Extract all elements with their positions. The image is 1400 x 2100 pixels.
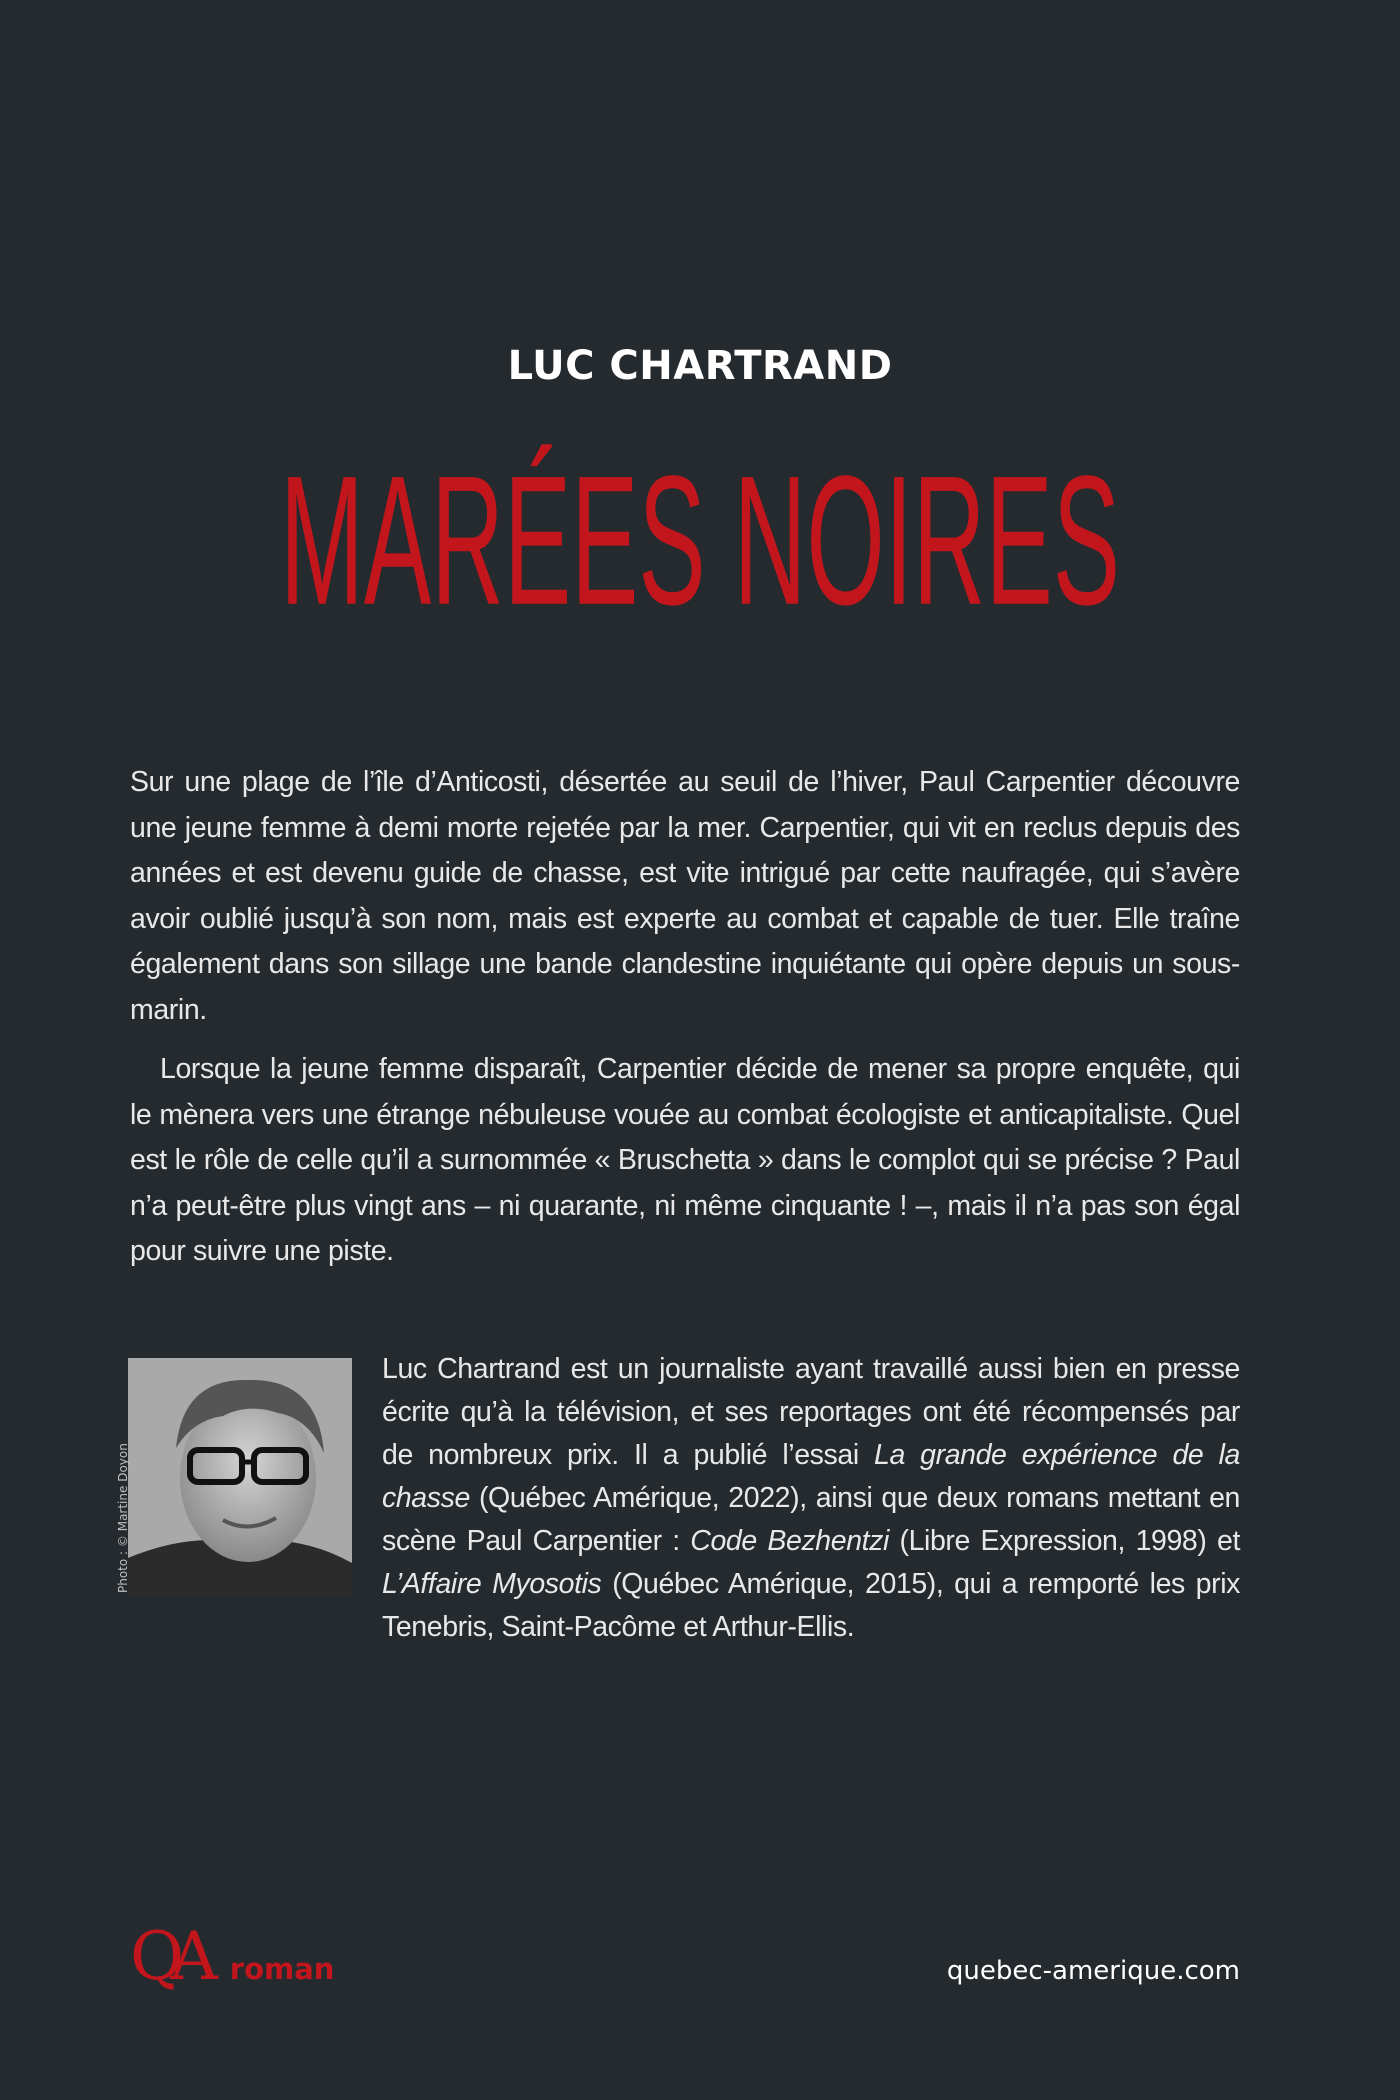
synopsis-paragraph-1: Sur une plage de l’île d’Anticosti, désertée au seuil de l’hiver, Paul Carpentier découvre une jeune femme à demi morte rejetée par la mer. Carpentier, qui vit en reclus depuis des années et est devenu guide de chasse, est vite intrigué par cette naufragée, qui s’avère avoir oublié jusqu’à son nom, mais est experte au combat et capable de tuer. Elle traîne également dans son sillage une bande clandestine inquiétante qui opère depuis un sous-marin. xyxy=(130,766,1240,1026)
publisher-logo xyxy=(130,1918,334,1995)
bio-title-essay: La grande expérience de la chasse xyxy=(382,1439,1240,1514)
author-bio xyxy=(382,1348,1240,1649)
photo-credit: Photo : © Martine Doyon xyxy=(116,1443,130,1593)
book-title-text: MARÉES NOIRES xyxy=(279,440,1120,630)
publisher-website: quebec-amerique.com xyxy=(946,1956,1240,1986)
synopsis xyxy=(130,760,1240,1275)
collection-label: roman xyxy=(229,1952,335,1986)
publisher-logo-mark: QA xyxy=(130,1918,204,1995)
synopsis-paragraph-2: Lorsque la jeune femme disparaît, Carpentier décide de mener sa propre enquête, qui le mènera vers une étrange nébuleuse vouée au combat écologiste et anticapitaliste. Quel est le rôle de celle qu’il a surnommée « Bruschetta » dans le complot qui se précise ? Paul n’a peut-être plus vingt ans – ni quarante, ni même cinquante ! –, mais il n’a pas son égal pour suivre une piste. xyxy=(130,1053,1240,1267)
bio-text-1: Luc Chartrand est un journaliste ayant travaillé aussi bien en presse écrite qu’à la télévision, et ses reportages ont été récompensés par de nombreux prix. Il a publié l’essai xyxy=(382,1353,1240,1471)
bio-title-novel-2: L’Affaire Myosotis xyxy=(382,1568,602,1600)
bio-text-3: (Libre Expression, 1998) et xyxy=(888,1525,1240,1557)
bio-text-2: (Québec Amérique, 2022), ainsi que deux romans mettant en scène Paul Carpentier : xyxy=(382,1482,1240,1557)
author-photo xyxy=(128,1358,352,1595)
book-title xyxy=(0,440,1400,630)
author-name: LUC CHARTRAND xyxy=(507,343,893,389)
bio-title-novel-1: Code Bezhentzi xyxy=(690,1525,889,1557)
bio-text-4: (Québec Amérique, 2015), qui a remporté les prix Tenebris, Saint-Pacôme et Arthur-Ellis. xyxy=(382,1568,1240,1643)
